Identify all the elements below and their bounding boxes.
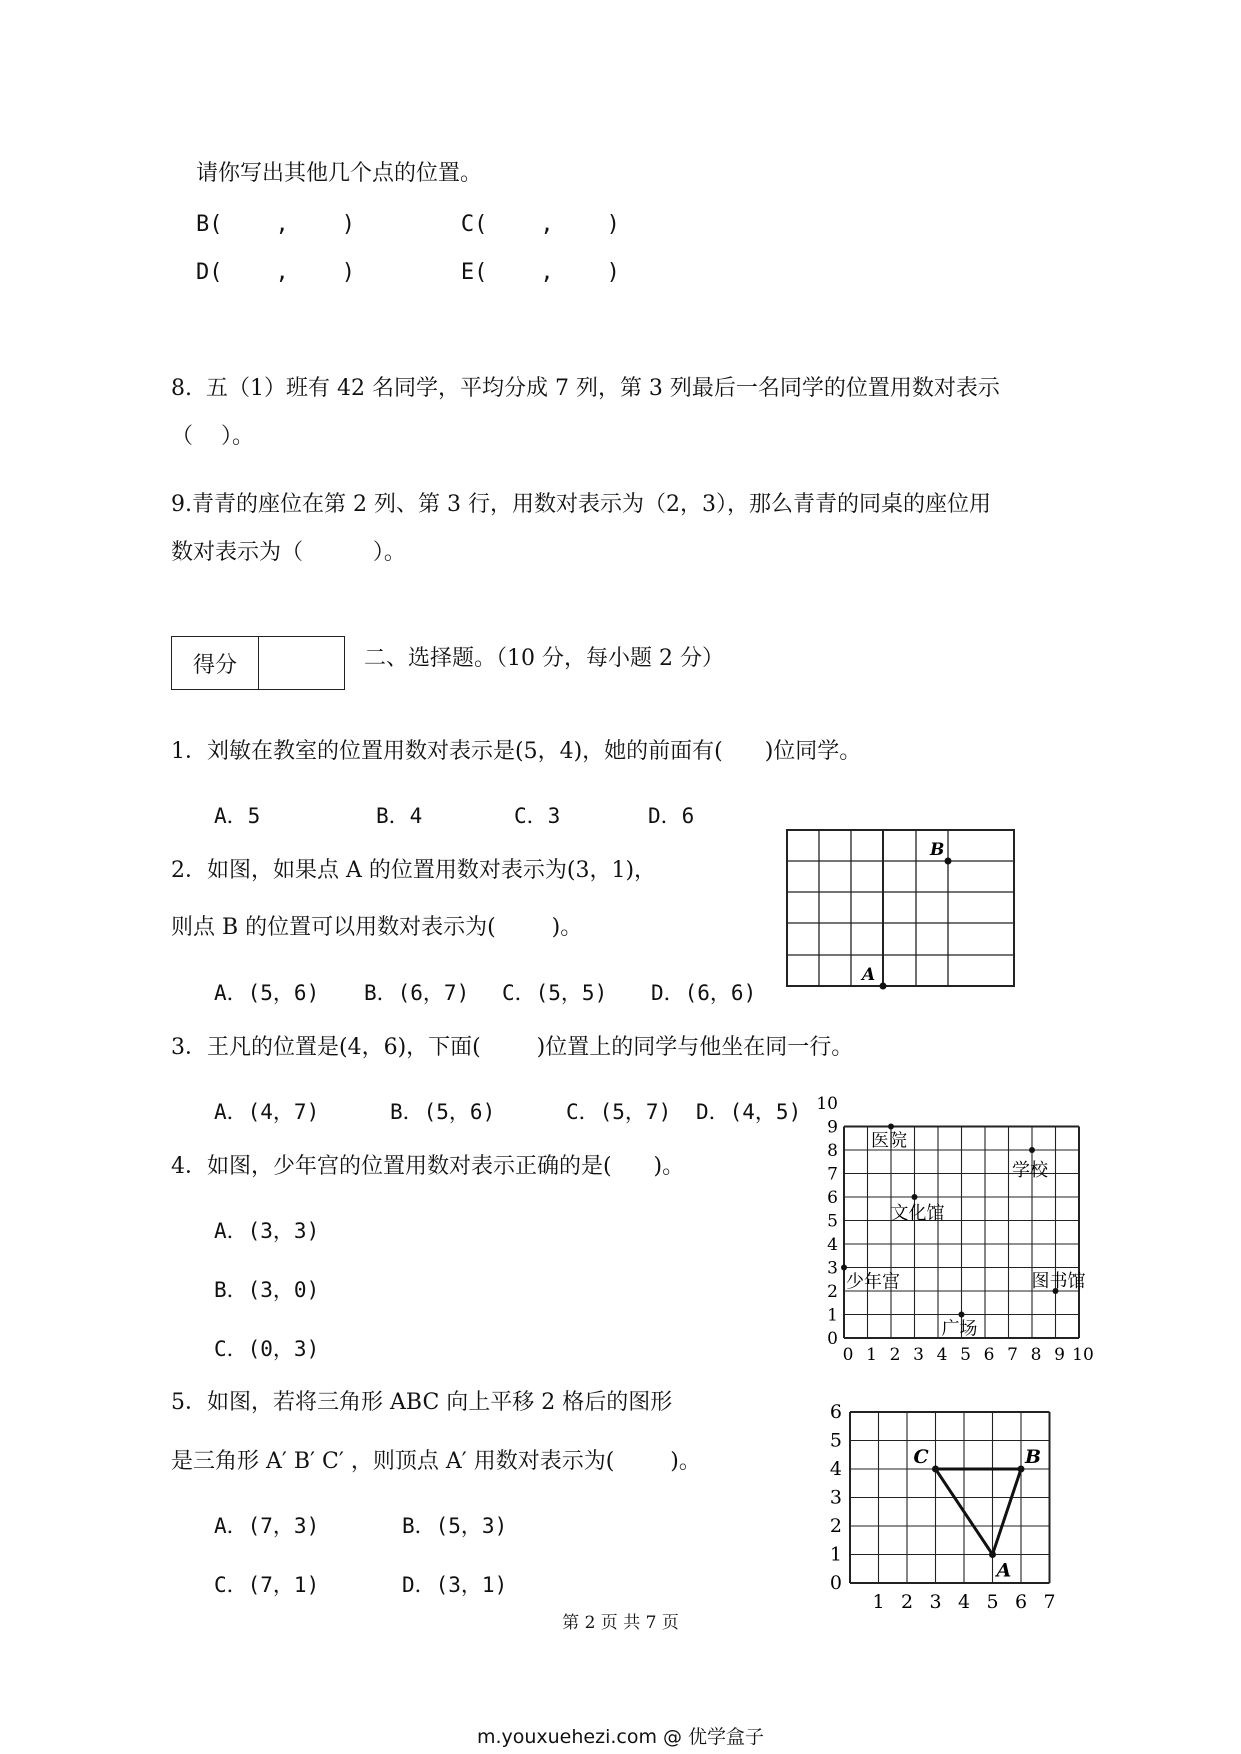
mc4-x-tick: 8 (1030, 1345, 1042, 1365)
mc4-location-label: 学校 (1012, 1160, 1048, 1181)
mc5-vertex-label: A (996, 1559, 1012, 1582)
mc4-x-tick: 9 (1054, 1345, 1065, 1365)
mc2-option-a: A．(5，6) (214, 981, 320, 1005)
mc4-option-a: A．(3，3) (214, 1219, 320, 1243)
mc2-grid-border (787, 830, 1014, 986)
mc1-option-b: B．4 (376, 804, 423, 828)
mc4-point (888, 1124, 894, 1130)
mc3-stem: 3．王凡的位置是(4，6)，下面( )位置上的同学与他坐在同一行。 (171, 1035, 854, 1060)
mc5-stem-line2: 是三角形 A′ B′ C′ ，则顶点 A′ 用数对表示为( )。 (171, 1449, 701, 1474)
mc4-location-label: 少年宫 (846, 1271, 900, 1293)
mc5-y-tick: 6 (829, 1401, 842, 1423)
mc4-x-tick: 2 (889, 1345, 901, 1365)
mc4-point (959, 1312, 965, 1318)
mc5-y-tick: 1 (829, 1543, 842, 1566)
q7-row-de: D( , ) E( , ) (196, 260, 620, 285)
mc5-triangle-figure (826, 1401, 1066, 1618)
mc4-location-label: 文化馆 (890, 1203, 945, 1224)
mc5-option-a: A．(7，3) (214, 1514, 320, 1538)
score-box (171, 636, 345, 690)
section2-title: 二、选择题。（10 分，每小题 2 分） (364, 646, 724, 671)
mc5-vertex (932, 1466, 939, 1473)
mc5-option-b: B．(5，3) (402, 1514, 508, 1538)
q9-line2: 数对表示为（ ）。 (171, 540, 406, 565)
mc4-stem: 4．如图，少年宫的位置用数对表示正确的是( )。 (171, 1154, 685, 1179)
mc4-point (912, 1194, 918, 1200)
mc2-label-a: A (862, 965, 876, 985)
q8-line1: 8. 五（1）班有 42 名同学，平均分成 7 列，第 3 列最后一名同学的位置用数对表示 (171, 376, 1000, 401)
mc4-locations (841, 1124, 1086, 1340)
mc5-y-tick: 2 (829, 1515, 842, 1537)
mc1-stem: 1．刘敏在教室的位置用数对表示是(5，4)，她的前面有( )位同学。 (171, 739, 862, 764)
mc5-triangle-abc (936, 1469, 1022, 1555)
site-watermark: m.youxuehezi.com @ 优学盒子 (476, 1726, 765, 1748)
mc4-grid-lines (844, 1127, 1079, 1339)
mc4-y-tick: 2 (827, 1282, 838, 1302)
mc4-y-tick: 9 (827, 1117, 838, 1138)
mc5-y-tick: 3 (829, 1486, 842, 1509)
q7-instruction: 请你写出其他几个点的位置。 (196, 161, 483, 186)
q9-line1: 9.青青的座位在第 2 列、第 3 行，用数对表示为（2，3），那么青青的同桌的座位用 (171, 492, 991, 517)
mc2-stem-line2: 则点 B 的位置可以用数对表示为( )。 (171, 915, 583, 940)
mc5-vertex-label: C (913, 1446, 929, 1468)
mc5-x-tick: 5 (986, 1591, 999, 1613)
mc2-point-a (880, 983, 887, 990)
mc4-map-figure (816, 1094, 1106, 1370)
mc1-option-d: D．6 (648, 804, 695, 828)
mc2-grid-lines (787, 830, 1014, 986)
mc5-x-tick: 6 (1014, 1591, 1028, 1613)
mc5-vertex (989, 1551, 996, 1558)
mc4-x-tick: 5 (960, 1345, 971, 1365)
mc3-option-d: D．(4，5) (696, 1100, 802, 1124)
mc4-y-tick: 6 (827, 1188, 838, 1208)
mc5-stem-line1: 5．如图，若将三角形 ABC 向上平移 2 格后的图形 (171, 1390, 673, 1415)
mc5-y-tick: 4 (829, 1458, 842, 1480)
mc4-point (841, 1265, 847, 1271)
mc4-location-label: 医院 (871, 1130, 907, 1152)
q8-line2: （ ）。 (171, 424, 254, 449)
mc4-option-b: B．(3，0) (214, 1278, 320, 1302)
mc1-option-a: A．5 (214, 804, 261, 828)
mc4-y-tick: 4 (827, 1235, 838, 1255)
mc4-y-tick: 3 (827, 1258, 838, 1279)
mc4-x-tick: 4 (936, 1345, 948, 1365)
mc5-x-tick: 7 (1043, 1591, 1056, 1613)
mc4-x-tick: 6 (983, 1345, 995, 1365)
mc5-x-tick: 2 (900, 1591, 914, 1613)
score-blank (259, 637, 344, 689)
mc5-option-d: D．(3，1) (402, 1573, 508, 1597)
mc5-vertex (1018, 1466, 1025, 1473)
mc4-y-tick: 8 (827, 1141, 838, 1161)
mc3-option-a: A．(4，7) (214, 1100, 320, 1124)
mc2-stem-line1: 2．如图，如果点 A 的位置用数对表示为(3，1)， (171, 858, 657, 883)
mc2-grid-figure (786, 829, 1016, 989)
mc4-point (1029, 1147, 1035, 1153)
score-label: 得分 (172, 637, 259, 689)
mc4-location-label: 图书馆 (1031, 1271, 1086, 1292)
mc5-grid-lines (850, 1412, 1050, 1583)
mc5-y-tick: 5 (829, 1429, 842, 1452)
mc4-option-c: C．(0，3) (214, 1337, 320, 1361)
mc2-point-b (945, 858, 952, 865)
mc4-y-tick: 10 (816, 1094, 838, 1114)
mc5-y-tick: 0 (829, 1572, 842, 1594)
mc5-x-tick: 4 (957, 1591, 971, 1613)
mc4-y-tick: 0 (827, 1329, 838, 1349)
mc3-option-b: B．(5，6) (390, 1100, 496, 1124)
mc5-vertex-label: B (1025, 1446, 1042, 1468)
q7-row-bc: B( , ) C( , ) (196, 212, 620, 237)
page-footer: 第 2 页 共 7 页 (562, 1613, 679, 1633)
mc4-x-tick: 0 (842, 1345, 854, 1365)
mc1-option-c: C．3 (514, 804, 561, 828)
mc4-x-tick: 3 (913, 1345, 924, 1365)
mc5-axis-ticks (830, 1401, 1056, 1613)
mc4-x-tick: 1 (866, 1345, 877, 1365)
mc5-x-tick: 1 (872, 1591, 885, 1613)
mc2-option-b: B．(6，7) (364, 981, 470, 1005)
mc2-option-d: D．(6，6) (651, 981, 757, 1005)
mc4-y-tick: 1 (827, 1305, 838, 1326)
mc2-option-c: C．(5，5) (502, 981, 608, 1005)
mc4-x-tick: 7 (1007, 1345, 1018, 1365)
mc4-y-tick: 5 (827, 1211, 838, 1232)
mc2-label-b: B (930, 840, 945, 860)
mc5-option-c: C．(7，1) (214, 1573, 320, 1597)
mc5-vertices (914, 1446, 1042, 1582)
mc3-option-c: C．(5，7) (566, 1100, 672, 1124)
mc4-location-label: 广场 (941, 1318, 978, 1340)
mc4-x-tick: 10 (1072, 1345, 1094, 1365)
mc5-x-tick: 3 (929, 1591, 942, 1613)
mc4-y-tick: 7 (827, 1164, 838, 1185)
